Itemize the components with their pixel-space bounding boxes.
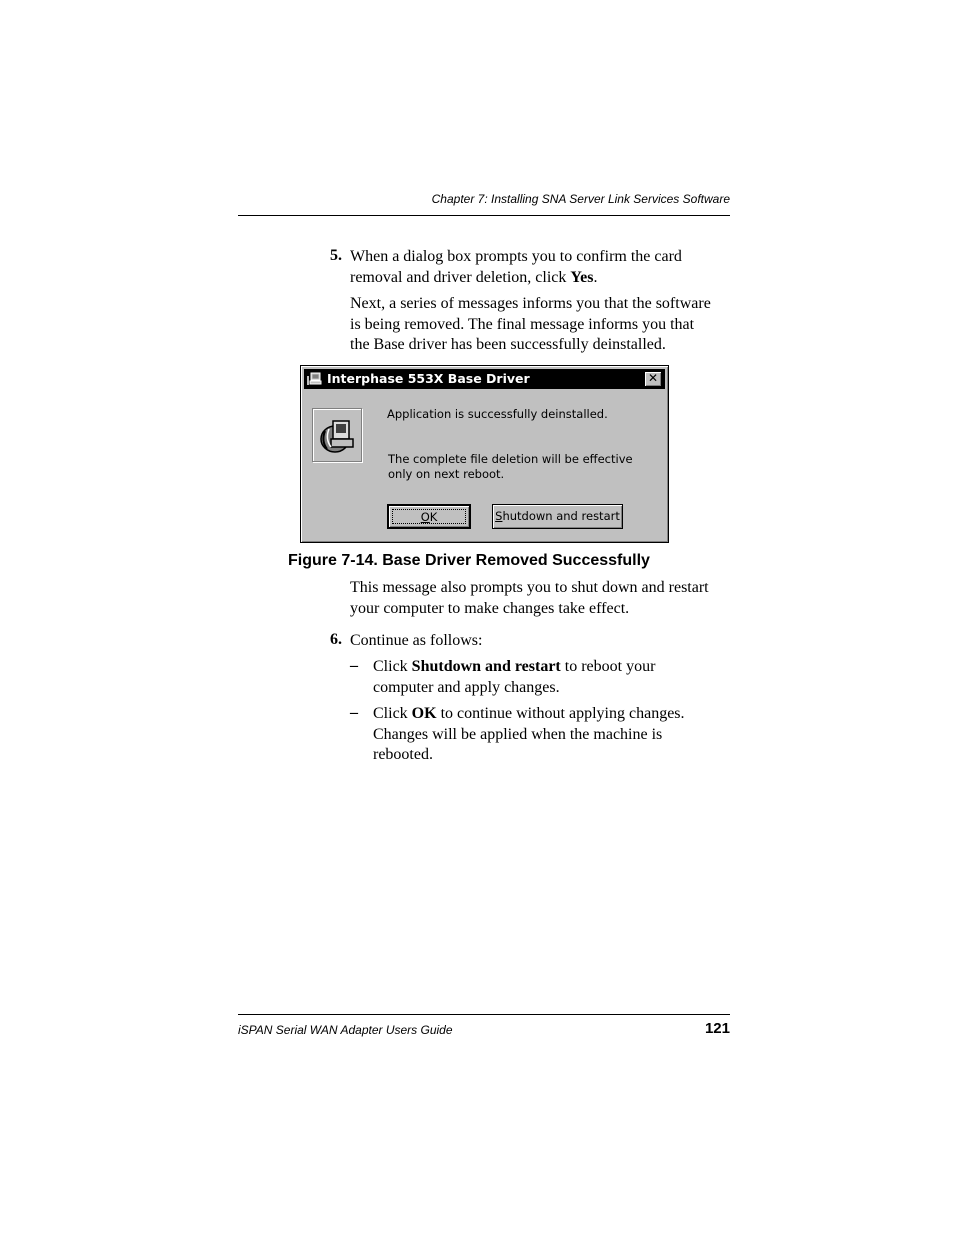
bullet-2-pre: Click (373, 705, 412, 722)
step-5-paragraph-2 (350, 294, 711, 356)
para2-line-2: is being removed. The final message informs you that (350, 315, 695, 333)
ok-button-mnemonic: O (420, 510, 430, 524)
close-icon: ✕ (647, 371, 659, 385)
bullet-2-line-2: Changes will be applied when the machine is (373, 725, 663, 743)
after-figure-line-2: your computer to make changes take effect. (350, 599, 630, 617)
base-driver-dialog (300, 365, 669, 543)
running-header: Chapter 7: Installing SNA Server Link Services Software (431, 192, 730, 206)
bullet-1-bold: Shutdown and restart (411, 658, 561, 675)
step-number-6: 6. (330, 631, 342, 648)
dialog-message-2-line-1: The complete file deletion will be effective (388, 452, 633, 466)
footer-rule (238, 1014, 730, 1015)
header-rule (238, 215, 730, 216)
page-number: 121 (704, 1020, 730, 1037)
shutdown-button-mnemonic: S (495, 509, 503, 523)
dialog-message-1: Application is successfully deinstalled. (387, 407, 608, 421)
footer-title: iSPAN Serial WAN Adapter Users Guide (238, 1023, 453, 1037)
setup-computer-icon (312, 408, 362, 462)
after-figure-line-1: This message also prompts you to shut down and restart (350, 579, 709, 596)
ok-button-label: K (429, 510, 438, 524)
bullet-2-post: to continue without applying changes. (436, 705, 685, 722)
focus-rectangle (392, 509, 466, 524)
step-5-line-1: When a dialog box prompts you to confirm the card (350, 248, 682, 265)
bullet-1-line-2: computer and apply changes. (373, 678, 560, 696)
bullet-2-line-3: rebooted. (373, 746, 433, 763)
bullet-1-pre: Click (373, 658, 412, 675)
shutdown-and-restart-button[interactable] (492, 504, 623, 529)
ok-button[interactable] (387, 504, 471, 529)
step-5-line-2-pre: removal and driver deletion, click (350, 268, 571, 286)
step-5-line-2-post: . (593, 268, 598, 286)
dialog-message-2-line-2: only on next reboot. (388, 467, 505, 481)
bullet-2 (373, 704, 685, 766)
para2-line-1: Next, a series of messages informs you that the software (350, 295, 711, 312)
bullet-dash-1: – (350, 657, 358, 674)
bullet-dash-2: – (350, 704, 358, 721)
bullet-1-line-1 (373, 657, 655, 678)
step-5-line-2 (350, 268, 682, 289)
step-6-text: Continue as follows: (350, 632, 483, 649)
para2-line-3: the Base driver has been successfully deinstalled. (350, 336, 666, 353)
dialog-titlebar (304, 369, 665, 389)
bullet-2-line-1 (373, 704, 685, 725)
bullet-2-bold: OK (411, 705, 437, 722)
step-5-yes-bold: Yes (570, 268, 594, 286)
step-number-5: 5. (330, 247, 342, 264)
bullet-1-post: to reboot your (560, 658, 656, 675)
dialog-message-2 (388, 452, 633, 482)
close-button[interactable] (644, 371, 662, 387)
shutdown-button-label: hutdown and restart (502, 509, 620, 523)
computer-icon (307, 371, 323, 387)
bullet-1 (373, 657, 655, 698)
dialog-title: Interphase 553X Base Driver (327, 371, 530, 386)
step-5-text (350, 247, 682, 288)
after-figure-paragraph (350, 578, 709, 619)
figure-caption: Figure 7-14. Base Driver Removed Successfully (288, 552, 650, 569)
